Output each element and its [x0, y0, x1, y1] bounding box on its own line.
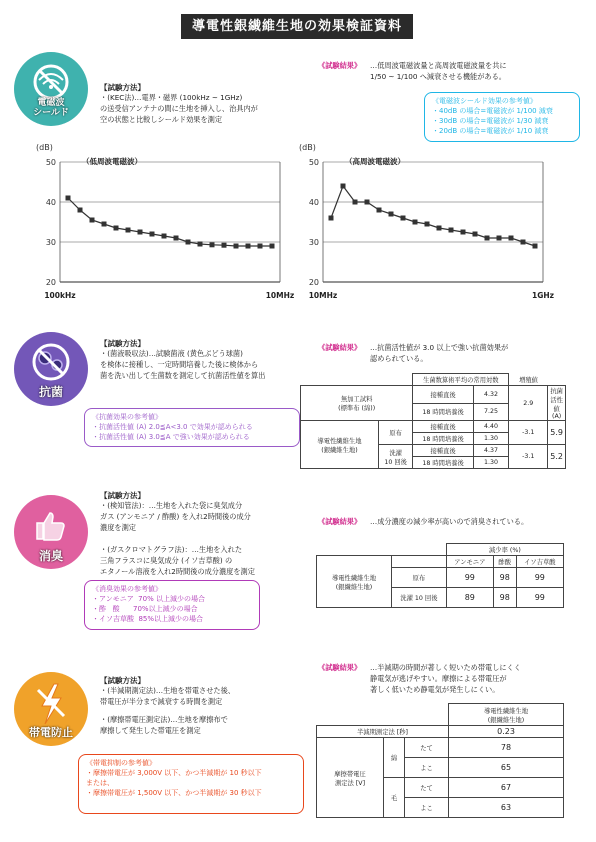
table-cell: 98 [493, 588, 516, 608]
table-cell: 1.30 [473, 433, 508, 445]
deodor-reference-box [84, 580, 260, 630]
table-cell: 4.32 [473, 386, 508, 404]
antibac-t18: 18 時間培養後 [413, 403, 473, 421]
antibac-wash-label: 洗濯 10 回後 [378, 445, 412, 469]
deodor-col-header: アンモニア [446, 556, 493, 568]
antibac-t0: 接種直後 [413, 445, 473, 457]
table-cell: 98 [493, 568, 516, 588]
antibac-reference-box [84, 408, 300, 447]
data-point [377, 208, 382, 213]
shield-ref-title: 《電磁波シールド効果の参考値》 [432, 97, 537, 105]
y-tick-label: 50 [308, 158, 319, 167]
y-tick-label: 30 [45, 238, 56, 247]
shield-ref-item: ・20dB の場合=電磁波が 1/10 減衰 [432, 127, 549, 135]
static-material-label: 綿 [384, 738, 405, 778]
antibac-badge-label: 抗菌 [38, 385, 63, 399]
shield-result-text: …低周波電磁波量と高周波電磁波量を共に 1/50 ~ 1/100 へ減衰させる機能がある。 [370, 61, 507, 81]
table-cell: 0.23 [449, 726, 564, 738]
data-point [138, 230, 143, 235]
static-fabric-header: 導電性繊維生地 (銀繊維生地) [449, 704, 564, 726]
data-point [126, 228, 131, 233]
data-point [270, 244, 275, 249]
table-cell: 5.2 [548, 445, 566, 469]
deodor-ref-item: ・酢 酸 70%以上減少の場合 [92, 605, 198, 613]
antibac-t0: 接種直後 [413, 386, 473, 404]
data-point [234, 244, 239, 249]
table-row-label: 洗濯 10 回後 [392, 588, 447, 608]
antibac-method-text: ・(菌液吸収法)…試験菌液 (黄色ぶどう球菌) を検体に接種し、一定時間培養した後に検体から 菌を洗い出して生菌数を測定して抗菌活性値を算出 [100, 349, 266, 380]
data-point [341, 184, 346, 189]
antibac-fabric-label: 導電性繊維生地 (銀繊維生地) [301, 421, 379, 469]
x-tick-label: 10MHz [308, 291, 338, 300]
data-point [246, 244, 251, 249]
data-point [389, 212, 394, 217]
static-direction-label: たて [405, 738, 449, 758]
antibac-t0: 接種直後 [413, 421, 473, 433]
data-point [509, 236, 514, 241]
static-ref-item: ・摩擦帯電圧が 3,000V 以下、かつ半減期が 10 秒以下 [86, 769, 262, 777]
deodor-result-label: 《試験結果》 [318, 517, 362, 526]
antibac-t18: 18 時間培養後 [413, 433, 473, 445]
table-cell: -3.1 [509, 421, 548, 445]
antibac-header: 生菌数算術平均の常用対数 [413, 374, 509, 386]
data-point [461, 230, 466, 235]
deodor-fabric-label: 導電性繊維生地 (銀繊維生地) [317, 556, 392, 608]
deodor-method-text: ・(ガスクロマトグラフ法)：…生地を入れた 三角フラスコに臭気成分 (イソ吉草酸) の エタノール溶液を入れ2時間後の成分濃度を測定 [100, 545, 255, 576]
antibac-ref-item: ・抗菌活性値 (A) 2.0≦A<3.0 で効果が認められる [92, 423, 253, 431]
y-tick-label: 20 [45, 278, 56, 287]
data-point [162, 234, 167, 239]
data-point [485, 236, 490, 241]
deodor-col-header: イソ吉草酸 [516, 556, 563, 568]
shield-result-label: 《試験結果》 [318, 61, 362, 70]
static-direction-label: たて [405, 778, 449, 798]
shield-reference-box [424, 92, 580, 142]
shield-method-head: 【試験方法】 [100, 83, 145, 92]
antibac-badge [14, 332, 88, 406]
deodor-badge-label: 消臭 [38, 549, 63, 563]
deodor-method-text: ・(検知管法)：…生地を入れた袋に臭気成分 ガス (アンモニア / 酢酸) を入れ2時間後の成分 濃度を測定 [100, 501, 251, 532]
y-tick-label: 20 [308, 278, 319, 287]
shield-ref-item: ・30dB の場合=電磁波が 1/30 減衰 [432, 117, 549, 125]
table-cell: 7.25 [473, 403, 508, 421]
static-half-label: 半減期測定法 [秒] [317, 726, 449, 738]
data-point [66, 196, 71, 201]
antibac-table [300, 373, 566, 469]
x-tick-label: 1GHz [531, 291, 555, 300]
table-cell: 5.9 [548, 421, 566, 445]
low-frequency-chart [30, 140, 295, 310]
table-cell: 2.9 [509, 386, 548, 421]
static-result-label: 《試験結果》 [318, 663, 362, 672]
shield-method-text: ・(KEC法)…電界・磁界 (100kHz ~ 1GHz) の送受信アンテナの間に生地を挿入し、治具内が 空の状態と比較しシールド効果を測定 [100, 93, 258, 124]
antibac-method-head: 【試験方法】 [100, 339, 145, 348]
table-cell: 78 [449, 738, 564, 758]
table-cell: 1.30 [473, 457, 508, 469]
data-point [114, 226, 119, 231]
data-point [521, 240, 526, 245]
data-point [150, 232, 155, 237]
data-point [210, 242, 215, 247]
static-friction-label: 摩擦帯電圧 測定法 [V] [317, 738, 384, 818]
deodor-ref-item: ・イソ吉草酸 85%以上減少の場合 [92, 615, 204, 623]
y-tick-label: 40 [308, 198, 319, 207]
high-frequency-chart [293, 140, 553, 310]
static-badge [14, 672, 88, 746]
shield-ref-item: ・40dB の場合=電磁波が 1/100 減衰 [432, 107, 553, 115]
static-method-text: ・(半減期測定法)…生地を帯電させた後、 帯電圧が半分まで減衰する時間を測定 [100, 686, 235, 706]
data-point [365, 200, 370, 205]
static-method-text: ・(摩擦帯電圧測定法)…生地を摩擦布で 摩擦して発生した帯電圧を測定 [100, 715, 228, 735]
data-point [425, 222, 430, 227]
antibac-t18: 18 時間培養後 [413, 457, 473, 469]
data-point [437, 226, 442, 231]
table-row-label: 原布 [392, 568, 447, 588]
antibac-header-diff: 増殖値 [519, 376, 538, 384]
data-point [473, 232, 478, 237]
static-method-head: 【試験方法】 [100, 676, 145, 685]
data-point [186, 240, 191, 245]
deodor-method-head: 【試験方法】 [100, 491, 145, 500]
x-tick-label: 100kHz [44, 291, 76, 300]
y-tick-label: 40 [45, 198, 56, 207]
data-point [258, 244, 263, 249]
static-direction-label: よこ [405, 798, 449, 818]
antibac-ref-title: 《抗菌効果の参考値》 [92, 413, 162, 421]
table-cell: -3.1 [509, 445, 548, 469]
y-axis-label: (dB) [36, 143, 53, 152]
deodor-ref-title: 《消臭効果の参考値》 [92, 585, 162, 593]
static-material-label: 毛 [384, 778, 405, 818]
antibac-untreated-label: 無加工試料 (標準布 (綿)) [301, 386, 413, 421]
static-direction-label: よこ [405, 758, 449, 778]
data-point [401, 216, 406, 221]
table-cell: 99 [516, 588, 563, 608]
static-ref-item: ・摩擦帯電圧が 1,500V 以下、かつ半減期が 30 秒以下 [86, 789, 262, 797]
static-badge-label: 帯電防止 [29, 726, 73, 739]
data-point [174, 236, 179, 241]
table-cell: 63 [449, 798, 564, 818]
shield-badge [14, 52, 88, 126]
antibac-result-text: …抗菌活性値が 3.0 以上で強い抗菌効果が 認められている。 [370, 343, 509, 363]
y-tick-label: 50 [45, 158, 56, 167]
antibac-ref-item: ・抗菌活性値 (A) 3.0≦A で強い効果が認められる [92, 433, 250, 441]
table-cell: 65 [449, 758, 564, 778]
table-cell: 67 [449, 778, 564, 798]
antibac-raw-label: 原布 [378, 421, 412, 445]
deodor-ref-item: ・アンモニア 70% 以上減少の場合 [92, 595, 205, 603]
static-result-text: …半減期の時間が著しく短いため帯電しにくく 静電気が逃げやすい。摩擦による帯電圧が 著しく低いため静電気が発生しにくい。 [370, 663, 521, 694]
static-table [316, 703, 564, 818]
static-ref-item: または、 [86, 779, 114, 787]
data-point [329, 216, 334, 221]
data-point [198, 242, 203, 247]
chart-title: （低周波電磁波） [82, 157, 142, 166]
data-point [102, 222, 107, 227]
antibac-activity-header: 抗菌活性値 (A) [548, 386, 566, 421]
static-reference-box [78, 754, 304, 814]
deodor-badge [14, 495, 88, 569]
deodor-col-header: 酢酸 [493, 556, 516, 568]
y-axis-label: (dB) [299, 143, 316, 152]
deodor-result-text: …成分濃度の減少率が高いので消臭されている。 [370, 517, 529, 526]
data-point [78, 208, 83, 213]
static-ref-title: 《帯電抑制の参考値》 [86, 759, 156, 767]
table-cell: 4.40 [473, 421, 508, 433]
data-point [353, 200, 358, 205]
data-point [497, 236, 502, 241]
data-point [413, 220, 418, 225]
y-tick-label: 30 [308, 238, 319, 247]
table-cell: 99 [446, 568, 493, 588]
series-line [68, 198, 272, 246]
deodor-header-rate: 減少率 (%) [446, 544, 563, 556]
data-point [533, 244, 538, 249]
series-line [331, 186, 535, 246]
table-cell: 89 [446, 588, 493, 608]
antibac-result-label: 《試験結果》 [318, 343, 362, 352]
data-point [449, 228, 454, 233]
data-point [90, 218, 95, 223]
deodor-table [316, 543, 564, 608]
shield-badge-label: 電磁波 シールド [33, 98, 69, 118]
chart-title: （高周波電磁波） [345, 157, 405, 166]
data-point [222, 243, 227, 248]
table-cell: 99 [516, 568, 563, 588]
x-tick-label: 10MHz [265, 291, 295, 300]
table-cell: 4.37 [473, 445, 508, 457]
page-title: 導電性銀繊維生地の効果検証資料 [181, 14, 413, 39]
